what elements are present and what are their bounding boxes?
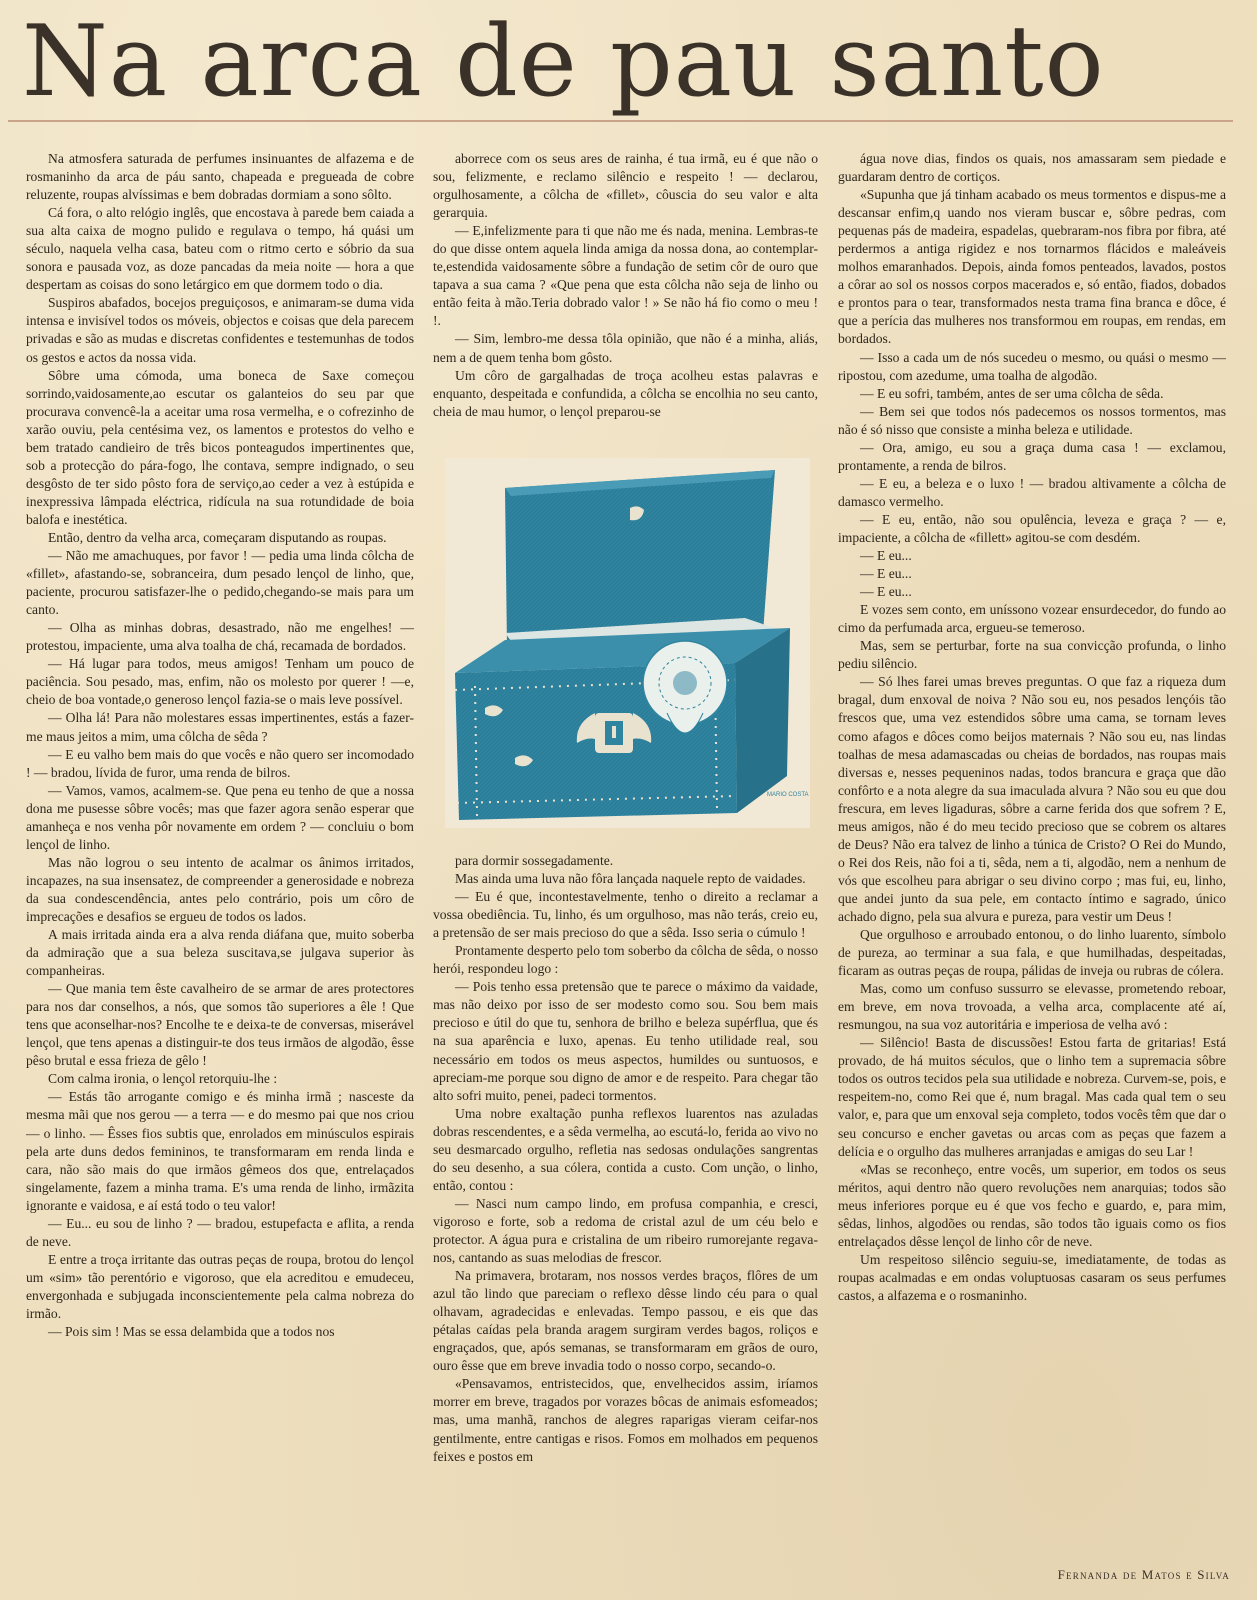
paragraph: — Bem sei que todos nós padecemos os nossos tormentos, mas não é só nisso que consiste a minha beleza e utilidade.: [838, 403, 1226, 437]
paragraph: — Estás tão arrogante comigo e és minha irmã ; nasceste da mesma mãi que nos gerou — a terra — e do mesmo pai que nos criou — o linho. — Êsses fios subtis que, enrolados em minúsculos espirais pela arte duns dedos femininos, te transformaram em renda linda e cara, não são mais do que irmãos gêmeos dos que, entrelaçados singelamente, fazem a minha trama. E's uma renda de linho, irmãzita ignorante e vaidosa, e aí está todo o teu valor!: [26, 1089, 414, 1213]
paragraph: — Não me amachuques, por favor ! — pedia uma linda côlcha de «fillet», afastando-se, sobranceira, dum pesado lençol de linho, que, paciente, procurou satisfazer-lhe o pedido,chegando-se mais para um canto.: [26, 548, 414, 618]
paragraph: — Isso a cada um de nós sucedeu o mesmo, ou quási o mesmo — ripostou, com azedume, uma toalha de algodão.: [838, 349, 1226, 383]
column-1: [26, 150, 414, 1341]
paragraph: «Supunha que já tinham acabado os meus tormentos e dispus-me a descansar enfim,q uando nos vieram buscar e, sôbre pedras, com pequenas pás de madeira, espadelas, quebraram-nos fibra por fibra, até perdermos a antiga rigidez e nos tornarmos flácidos e maleáveis molhos emaranhados. Depois, ainda fomos penteados, lavados, postos a côrar ao sol os nossos corpos macerados e, só então, fiados, dobados e prontos para o tear, transformados nesta trama fina branca e dôce, é que a perícia das mulheres nos transformou em roupas, em rendas, em bordados.: [838, 187, 1226, 347]
artist-signature: MARIO COSTA: [767, 792, 809, 798]
paragraph: Que orgulhoso e arroubado entonou, o do linho luarento, símbolo de pureza, ao terminar a sua fala, e que humilhadas, despeitadas, ficaram as outras peças de roupa, pálidas de inveja ou rubras de cólera.: [838, 927, 1226, 979]
keyhole: [612, 726, 616, 738]
article-title: Na arca de pau santo: [22, 5, 1105, 119]
paragraph: — Pois tenho essa pretensão que te parece o máximo da vaidade, mas não deixo por isso de ser modesto como sou. Sou bem mais precioso e útil do que tu, senhora de brilho e beleza supérflua, que és na sua aparência e luxo, apenas. Eu tenho utilidade real, sou necessário em todos os meus aspectos, humildes ou suntuosos, e apreciam-me porque sou digno de amor e de respeito. Para chegar tão alto sofri muito, penei, padeci tormentos.: [433, 979, 818, 1103]
paragraph: — Só lhes farei umas breves preguntas. O que faz a riqueza dum bragal, dum enxoval de noiva ? Não sou eu, nos pesados lençóis tão frescos que, uma vez estendidos sôbre uma cama, se tornam leves como afagos e dôces como beijos maternais ? Não sou eu, nas lindas toalhas de mesa adamascadas ou cheias de bordados, nas roupas mais diversas e, nesses pequeninos nadas, todos brancura e graça que dão confôrto e a nota alegre da sua imaculada alvura ? Não sou eu que dou frescura, em leves ligaduras, sôbre a carne ferida dos que sofrem ? E, meus amigos, não é do meu tecido precioso que se cobrem os altares de Deus? Não era talvez de linho a túnica de Cristo? O Rei do Mundo, o Rei dos Reis, não foi a ti, sêda, nem a ti, algodão, nem a nenhum de vós que escolheu para abrigar o seu divino corpo ; mas fui, eu, linho, que andei junto da sua pele, em contacto íntimo e sagrado, único achado digno, pela sua alvura e pureza, para vestir um Deus !: [838, 674, 1226, 924]
paragraph: Mas, como um confuso sussurro se elevasse, prometendo reboar, em breve, em nova trovoada, a velha arca, complacente até aí, resmungou, na sua voz autoritária e imperiosa de velha avó :: [838, 981, 1226, 1033]
paragraph: «Pensavamos, entristecidos, que, envelhecidos assim, iríamos morrer em breve, tragados por vorazes bôcas de animais esfomeados; mas, uma manhã, ranchos de alegres raparigas vieram ceifar-nos gentilmente, entre cantigas e risos. Fomos em molhados em pequenos feixes e postos em: [433, 1376, 818, 1464]
paragraph: — Que mania tem êste cavalheiro de se armar de ares protectores para nos dar conselhos, a nós, que somos tão superiores a êle ! Que tens que aconselhar-nos? Encolhe te e deixa-te de conversas, miserável lençol, que tens apenas a distinguir-te dos teus irmãos de algodão, êsse pêso brutal e essa frieza de gêlo !: [26, 981, 414, 1069]
paragraph: — Pois sim ! Mas se essa delambida que a todos nos: [48, 1324, 335, 1340]
lace-center: [673, 671, 697, 695]
paragraph: água nove dias, findos os quais, nos amassaram sem piedade e guardaram dentro de cortiços.: [838, 151, 1226, 185]
paragraph: Suspiros abafados, bocejos preguiçosos, e animaram-se duma vida intensa e invisível todos os móveis, objectos e coisas que dela parecem privadas e são as mudas e discretas confidentes e testemunhas de todos os gestos e actos da nossa vida.: [26, 295, 414, 365]
column-2-top: [433, 150, 818, 421]
paragraph: Mas ainda uma luva não fôra lançada naquele repto de vaidades.: [455, 871, 806, 887]
paragraph: para dormir sossegadamente.: [455, 853, 614, 868]
paragraph: Prontamente desperto pelo tom soberbo da côlcha de sêda, o nosso herói, respondeu logo :: [433, 943, 818, 977]
paragraph: Um côro de gargalhadas de troça acolheu estas palavras e enquanto, despeitada e confundida, a côlcha se encolhia no seu canto, cheia de mau humor, o lençol preparou-se: [433, 367, 818, 419]
paragraph: — Olha lá! Para não molestares essas impertinentes, estás a fazer-me maus jeitos a mim, uma côlcha de sêda ?: [26, 710, 414, 744]
paragraph: — E eu valho bem mais do que vocês e não quero ser incomodado ! — bradou, lívida de furor, uma renda de bilros.: [26, 746, 414, 780]
title-rule: [8, 120, 1233, 122]
paragraph: — Eu... eu sou de linho ? — bradou, estupefacta e aflita, a renda de neve.: [26, 1215, 414, 1249]
paragraph: — E eu...: [860, 548, 912, 564]
paragraph: Na primavera, brotaram, nos nossos verdes braços, flôres de um azul tão lindo que pareciam o reflexo dêsse lindo céu para o qual olhavam, agradecidas e enlevadas. Tempo passou, e eis que das pétalas caídas pela branda aragem surgiram verdes bagos, roliços e engraçados, que, após semanas, se transformaram em grãos de ouro, ouro êsse que em breve invadia todo o nosso corpo, secando-o.: [433, 1268, 818, 1374]
paragraph: «Mas se reconheço, entre vocês, um superior, em todos os seus méritos, aqui dentro não quero revoluções nem anarquias; todos são meus inferiores porque eu é que vos fecho e guardo, e, para mim, sêdas, linhos, algodões ou rendas, são todos tão iguais como os fios entrelaçados dêsse lençol de linho côr de neve.: [838, 1161, 1226, 1249]
chest-illustration: [445, 458, 810, 828]
paragraph: — E,infelizmente para ti que não me és nada, menina. Lembras-te do que disse ontem aquela linda amiga da nossa dona, ao contemplar-te,estendida vaidosamente sôbre a fundação de setim côr de ouro que tapava a sua cama ? «Que pena que esta côlcha não seja de linho ou então feita à mão.Teria dobrado valor ! » Se não há fio como o meu ! !.: [433, 223, 818, 329]
paragraph: — E eu...: [860, 584, 912, 600]
paragraph: — Silêncio! Basta de discussões! Estou farta de gritarias! Está provado, de há muitos séculos, que o linho tem a supremacia sôbre todos os outros tecidos pela sua utilidade e nobreza. Curvem-se, pois, e respeitem-no, como Rei que é, num bragal. Mas cada qual tem o seu valor, e, para que um enxoval seja completo, todos vocês têm que dar o seu concurso e encher gavetas ou arcas com as peças que fazem a delícia e o orgulho das mulheres arranjadas e amigas do seu Lar !: [838, 1035, 1226, 1159]
paragraph: Mas, sem se perturbar, forte na sua convicção profunda, o linho pediu silêncio.: [838, 638, 1226, 672]
paragraph: — E eu sofri, também, antes de ser uma côlcha de sêda.: [860, 385, 1164, 401]
paragraph: Na atmosfera saturada de perfumes insinuantes de alfazema e de rosmaninho da arca de páu santo, chapeada e pregueada de cobre reluzente, roupas alvíssimas e bem dobradas dormiam a sono sôlto.: [26, 151, 414, 203]
paragraph: Uma nobre exaltação punha reflexos luarentos nas azuladas dobras rescendentes, e a sêda vermelha, ao escutá-lo, ferida ao vivo no seu desmarcado orgulho, refletia nas sedosas ondulações sangrentas do seu desenho, a sua cólera, contida a custo. Com unção, o linho, então, contou :: [433, 1105, 818, 1193]
paragraph: Um respeitoso silêncio seguiu-se, imediatamente, de todas as roupas acalmadas e em ondas voluptuosas casaram os seus perfumes castos, a alfazema e o rosmaninho.: [838, 1251, 1226, 1303]
open-chest-drawing: [445, 458, 810, 828]
column-2-bottom: [433, 852, 818, 1466]
paragraph: — Há lugar para todos, meus amigos! Tenham um pouco de paciência. Sou pesado, mas, enfim, não os molesto por querer ! —e, cheio de boa vontade,o generoso lençol fazia-se o mais leve possível.: [26, 656, 414, 708]
paragraph: Sôbre uma cómoda, uma boneca de Saxe começou sorrindo,vaidosamente,ao escutar os galanteios do seu par que procurava convencê-la a aceitar uma rosa vermelha, e o cofrezinho de xarão ouviu, pela centésima vez, os lamentos e protestos do velho e bem tratado candieiro de três bicos ponteagudos impertinentes que, sob a protecção do pára-fogo, lhe contava, sempre indignado, o seu desgôsto de ter sido pôsto fora de serviço,ao ceder a vez à estúpida e inexpressiva lâmpada eléctrica, ridícula na sua rotundidade de boia balofa e inestética.: [26, 367, 414, 527]
paragraph: — Nasci num campo lindo, em profusa companhia, e cresci, vigoroso e forte, sob a redoma de cristal azul de um céu belo e protector. A água pura e cristalina de um ribeiro rumorejante regava-nos, cantando as suas melodias de frescor.: [433, 1195, 818, 1266]
author-signature: Fernanda de Matos e Silva: [1057, 1567, 1230, 1582]
paragraph: — E eu...: [860, 566, 912, 582]
paragraph: E entre a troça irritante das outras peças de roupa, brotou do lençol um «sim» tão perentório e vigoroso, que ela acreditou e emudeceu, envergonhada e subjugada inconscientemente pela calma nobreza do irmão.: [26, 1251, 414, 1321]
paragraph: A mais irritada ainda era a alva renda diáfana que, muito soberba da admiração que a sua beleza suscitava,se julgava superior às companheiras.: [26, 927, 414, 979]
column-3: [838, 150, 1226, 1305]
paragraph: aborrece com os seus ares de rainha, é tua irmã, eu é que não o sou, felizmente, e reclamo silêncio e respeito ! — declarou, orgulhosamente, a côlcha de «fillet», côuscia do seu valor e alta gerarquia.: [433, 151, 818, 221]
paragraph: — Sim, lembro-me dessa tôla opinião, que não é a minha, aliás, nem a de quem tenha bom gôsto.: [433, 331, 818, 365]
paragraph: E vozes sem conto, em uníssono vozear ensurdecedor, do fundo ao cimo da perfumada arca, ergueu-se temeroso.: [838, 602, 1226, 636]
paragraph: — Olha as minhas dobras, desastrado, não me engelhes! — protestou, impaciente, uma alva toalha de chá, recamada de bordados.: [26, 620, 414, 654]
paragraph: Mas não logrou o seu intento de acalmar os ânimos irritados, incapazes, na sua insensatez, de compreender a generosidade e nobreza da sua condescendência, antes pelo contrário, pois um côro de imprecações e desafios se ergueu de todos os lados.: [26, 854, 414, 924]
paragraph: — Eu é que, incontestavelmente, tenho o direito a reclamar a vossa obediência. Tu, linho, és um orgulhoso, mas não terás, creio eu, a pretensão de ser mais precioso do que a sêda. Isso seria o cúmulo !: [433, 889, 818, 941]
paragraph: — E eu, a beleza e o luxo ! — bradou altivamente a côlcha de damasco vermelho.: [838, 475, 1226, 509]
paragraph: — Ora, amigo, eu sou a graça duma casa ! — exclamou, prontamente, a renda de bilros.: [838, 439, 1226, 473]
paragraph: Cá fora, o alto relógio inglês, que encostava à parede bem caiada a sua alta caixa de mogno pulido e regulava o tempo, há quási um século, naquela velha casa, bateu com o ritmo certo e sóbrio da sua sonora e pausada voz, as doze pancadas da meia noite — hora a que despertam as coisas do sono letárgico em que dormem todo o dia.: [26, 205, 414, 293]
paragraph: — Vamos, vamos, acalmem-se. Que pena eu tenho de que a nossa dona me pusesse sôbre vocês; mas que fazer agora senão esperar que amanheça e nos venha pôr novamente em ordem ? — concluiu o bom lençol de linho.: [26, 782, 414, 852]
paragraph: Então, dentro da velha arca, começaram disputando as roupas.: [48, 529, 387, 545]
paragraph: — E eu, então, não sou opulência, leveza e graça ? — e, impaciente, a côlcha de «fillett» agitou-se com desdém.: [838, 511, 1226, 545]
paragraph: Com calma ironia, o lençol retorquiu-lhe :: [48, 1071, 278, 1087]
